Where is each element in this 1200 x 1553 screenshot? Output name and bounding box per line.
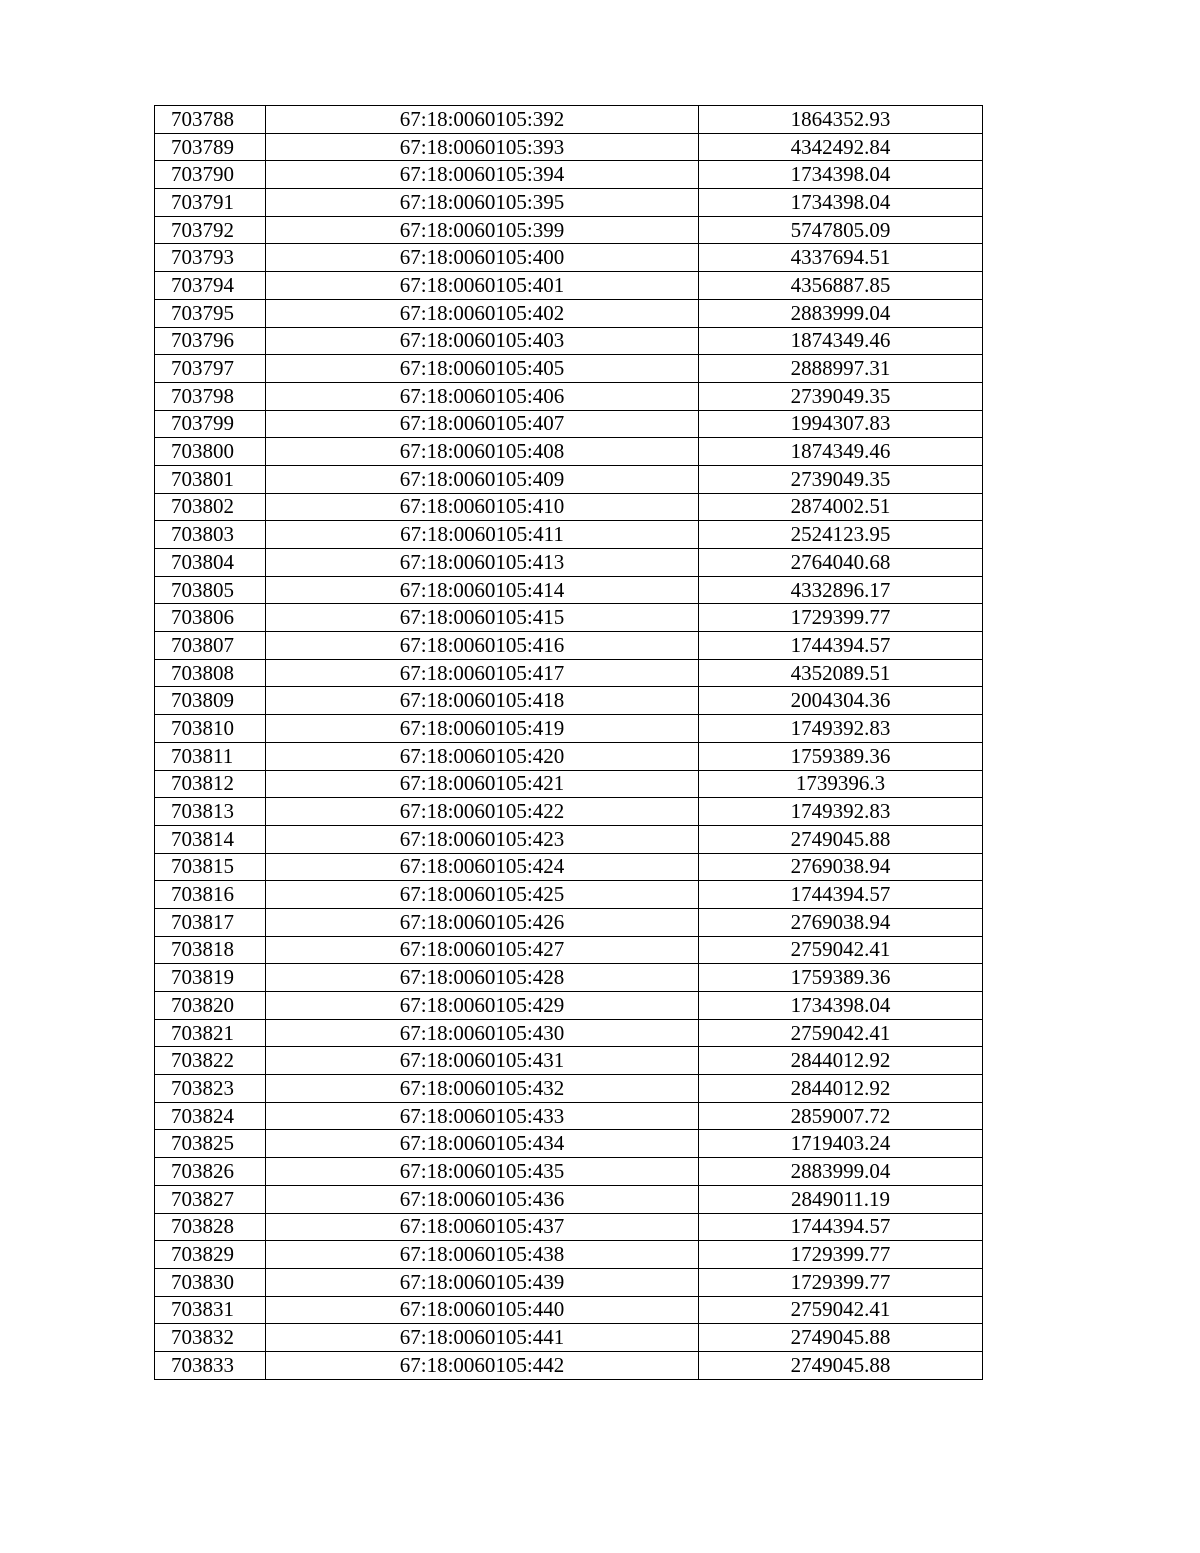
cadastral-number-cell: 67:18:0060105:418 <box>266 687 699 715</box>
row-number-cell: 703825 <box>155 1130 266 1158</box>
row-number-cell: 703794 <box>155 272 266 300</box>
cadastral-value-cell: 1749392.83 <box>699 798 983 826</box>
cadastral-number-cell: 67:18:0060105:420 <box>266 742 699 770</box>
table-row <box>155 742 983 770</box>
row-number-cell: 703797 <box>155 355 266 383</box>
cadastral-value-cell: 2004304.36 <box>699 687 983 715</box>
cadastral-value-cell: 2844012.92 <box>699 1075 983 1103</box>
cadastral-number-cell: 67:18:0060105:432 <box>266 1075 699 1103</box>
table-row <box>155 161 983 189</box>
cadastral-number-cell: 67:18:0060105:434 <box>266 1130 699 1158</box>
cadastral-value-cell: 4356887.85 <box>699 272 983 300</box>
table-row <box>155 853 983 881</box>
cadastral-number-cell: 67:18:0060105:413 <box>266 549 699 577</box>
row-number-cell: 703788 <box>155 106 266 134</box>
row-number-cell: 703804 <box>155 549 266 577</box>
row-number-cell: 703827 <box>155 1185 266 1213</box>
table-row <box>155 1130 983 1158</box>
cadastral-value-cell: 2849011.19 <box>699 1185 983 1213</box>
table-row <box>155 327 983 355</box>
table-row <box>155 908 983 936</box>
cadastral-number-cell: 67:18:0060105:395 <box>266 189 699 217</box>
cadastral-number-cell: 67:18:0060105:421 <box>266 770 699 798</box>
row-number-cell: 703813 <box>155 798 266 826</box>
row-number-cell: 703790 <box>155 161 266 189</box>
cadastral-number-cell: 67:18:0060105:441 <box>266 1324 699 1352</box>
cadastral-number-cell: 67:18:0060105:408 <box>266 438 699 466</box>
table-row <box>155 770 983 798</box>
cadastral-number-cell: 67:18:0060105:433 <box>266 1102 699 1130</box>
cadastral-number-cell: 67:18:0060105:415 <box>266 604 699 632</box>
row-number-cell: 703809 <box>155 687 266 715</box>
table-row <box>155 272 983 300</box>
cadastral-value-cell: 2844012.92 <box>699 1047 983 1075</box>
cadastral-value-cell: 1739396.3 <box>699 770 983 798</box>
table-row <box>155 216 983 244</box>
cadastral-value-cell: 1744394.57 <box>699 1213 983 1241</box>
cadastral-number-cell: 67:18:0060105:392 <box>266 106 699 134</box>
cadastral-value-table <box>154 105 983 1380</box>
row-number-cell: 703829 <box>155 1241 266 1269</box>
cadastral-number-cell: 67:18:0060105:439 <box>266 1268 699 1296</box>
cadastral-value-cell: 4332896.17 <box>699 576 983 604</box>
row-number-cell: 703802 <box>155 493 266 521</box>
row-number-cell: 703789 <box>155 133 266 161</box>
cadastral-value-cell: 2883999.04 <box>699 1158 983 1186</box>
cadastral-number-cell: 67:18:0060105:435 <box>266 1158 699 1186</box>
table-row <box>155 521 983 549</box>
table-row <box>155 1185 983 1213</box>
cadastral-number-cell: 67:18:0060105:436 <box>266 1185 699 1213</box>
cadastral-value-cell: 2749045.88 <box>699 825 983 853</box>
table-row <box>155 410 983 438</box>
cadastral-value-cell: 2759042.41 <box>699 1296 983 1324</box>
table-row <box>155 936 983 964</box>
table-row <box>155 1351 983 1379</box>
table-row <box>155 1102 983 1130</box>
row-number-cell: 703824 <box>155 1102 266 1130</box>
cadastral-value-cell: 1729399.77 <box>699 604 983 632</box>
cadastral-value-cell: 2764040.68 <box>699 549 983 577</box>
table-body <box>155 106 983 1380</box>
row-number-cell: 703792 <box>155 216 266 244</box>
row-number-cell: 703791 <box>155 189 266 217</box>
cadastral-number-cell: 67:18:0060105:438 <box>266 1241 699 1269</box>
cadastral-value-cell: 1734398.04 <box>699 161 983 189</box>
table-row <box>155 1213 983 1241</box>
cadastral-number-cell: 67:18:0060105:410 <box>266 493 699 521</box>
cadastral-number-cell: 67:18:0060105:440 <box>266 1296 699 1324</box>
table-row <box>155 133 983 161</box>
cadastral-value-cell: 2739049.35 <box>699 382 983 410</box>
row-number-cell: 703823 <box>155 1075 266 1103</box>
cadastral-number-cell: 67:18:0060105:393 <box>266 133 699 161</box>
row-number-cell: 703831 <box>155 1296 266 1324</box>
table-row <box>155 687 983 715</box>
cadastral-value-cell: 1994307.83 <box>699 410 983 438</box>
cadastral-number-cell: 67:18:0060105:402 <box>266 299 699 327</box>
row-number-cell: 703812 <box>155 770 266 798</box>
row-number-cell: 703826 <box>155 1158 266 1186</box>
cadastral-number-cell: 67:18:0060105:401 <box>266 272 699 300</box>
row-number-cell: 703830 <box>155 1268 266 1296</box>
cadastral-value-cell: 2859007.72 <box>699 1102 983 1130</box>
row-number-cell: 703820 <box>155 992 266 1020</box>
row-number-cell: 703803 <box>155 521 266 549</box>
row-number-cell: 703799 <box>155 410 266 438</box>
cadastral-number-cell: 67:18:0060105:442 <box>266 1351 699 1379</box>
cadastral-value-cell: 2759042.41 <box>699 1019 983 1047</box>
row-number-cell: 703810 <box>155 715 266 743</box>
row-number-cell: 703798 <box>155 382 266 410</box>
cadastral-value-cell: 2888997.31 <box>699 355 983 383</box>
table-row <box>155 992 983 1020</box>
table-row <box>155 1241 983 1269</box>
row-number-cell: 703817 <box>155 908 266 936</box>
cadastral-value-cell: 4352089.51 <box>699 659 983 687</box>
cadastral-number-cell: 67:18:0060105:425 <box>266 881 699 909</box>
row-number-cell: 703822 <box>155 1047 266 1075</box>
table-row <box>155 798 983 826</box>
row-number-cell: 703815 <box>155 853 266 881</box>
row-number-cell: 703828 <box>155 1213 266 1241</box>
table-row <box>155 189 983 217</box>
cadastral-value-cell: 1874349.46 <box>699 438 983 466</box>
table-row <box>155 299 983 327</box>
cadastral-value-cell: 1864352.93 <box>699 106 983 134</box>
table-row <box>155 549 983 577</box>
cadastral-number-cell: 67:18:0060105:428 <box>266 964 699 992</box>
table-row <box>155 244 983 272</box>
table-row <box>155 881 983 909</box>
cadastral-value-cell: 1744394.57 <box>699 632 983 660</box>
cadastral-value-cell: 4337694.51 <box>699 244 983 272</box>
row-number-cell: 703808 <box>155 659 266 687</box>
cadastral-value-cell: 1734398.04 <box>699 992 983 1020</box>
cadastral-value-cell: 2759042.41 <box>699 936 983 964</box>
cadastral-number-cell: 67:18:0060105:419 <box>266 715 699 743</box>
row-number-cell: 703806 <box>155 604 266 632</box>
table-row <box>155 825 983 853</box>
row-number-cell: 703800 <box>155 438 266 466</box>
cadastral-value-cell: 2749045.88 <box>699 1324 983 1352</box>
cadastral-number-cell: 67:18:0060105:423 <box>266 825 699 853</box>
row-number-cell: 703795 <box>155 299 266 327</box>
cadastral-number-cell: 67:18:0060105:417 <box>266 659 699 687</box>
cadastral-number-cell: 67:18:0060105:431 <box>266 1047 699 1075</box>
cadastral-value-cell: 1759389.36 <box>699 964 983 992</box>
table-row <box>155 438 983 466</box>
table-row <box>155 106 983 134</box>
table-row <box>155 493 983 521</box>
cadastral-number-cell: 67:18:0060105:399 <box>266 216 699 244</box>
cadastral-value-cell: 1729399.77 <box>699 1268 983 1296</box>
cadastral-value-cell: 1759389.36 <box>699 742 983 770</box>
table-row <box>155 1047 983 1075</box>
cadastral-number-cell: 67:18:0060105:429 <box>266 992 699 1020</box>
table-row <box>155 1268 983 1296</box>
cadastral-value-cell: 1734398.04 <box>699 189 983 217</box>
row-number-cell: 703811 <box>155 742 266 770</box>
cadastral-number-cell: 67:18:0060105:394 <box>266 161 699 189</box>
cadastral-value-cell: 2874002.51 <box>699 493 983 521</box>
cadastral-number-cell: 67:18:0060105:414 <box>266 576 699 604</box>
row-number-cell: 703807 <box>155 632 266 660</box>
row-number-cell: 703805 <box>155 576 266 604</box>
table-row <box>155 964 983 992</box>
cadastral-number-cell: 67:18:0060105:400 <box>266 244 699 272</box>
cadastral-value-cell: 1749392.83 <box>699 715 983 743</box>
cadastral-value-cell: 1874349.46 <box>699 327 983 355</box>
row-number-cell: 703796 <box>155 327 266 355</box>
cadastral-number-cell: 67:18:0060105:403 <box>266 327 699 355</box>
row-number-cell: 703819 <box>155 964 266 992</box>
cadastral-value-cell: 2524123.95 <box>699 521 983 549</box>
table-row <box>155 576 983 604</box>
table-row <box>155 1296 983 1324</box>
cadastral-number-cell: 67:18:0060105:407 <box>266 410 699 438</box>
row-number-cell: 703801 <box>155 465 266 493</box>
cadastral-value-cell: 2749045.88 <box>699 1351 983 1379</box>
table-row <box>155 715 983 743</box>
row-number-cell: 703832 <box>155 1324 266 1352</box>
cadastral-value-cell: 5747805.09 <box>699 216 983 244</box>
cadastral-number-cell: 67:18:0060105:424 <box>266 853 699 881</box>
cadastral-value-cell: 1744394.57 <box>699 881 983 909</box>
cadastral-number-cell: 67:18:0060105:409 <box>266 465 699 493</box>
table-row <box>155 355 983 383</box>
table-row <box>155 604 983 632</box>
cadastral-value-cell: 1719403.24 <box>699 1130 983 1158</box>
cadastral-number-cell: 67:18:0060105:405 <box>266 355 699 383</box>
row-number-cell: 703821 <box>155 1019 266 1047</box>
cadastral-value-cell: 2769038.94 <box>699 853 983 881</box>
cadastral-number-cell: 67:18:0060105:422 <box>266 798 699 826</box>
cadastral-number-cell: 67:18:0060105:437 <box>266 1213 699 1241</box>
table-row <box>155 632 983 660</box>
table-row <box>155 659 983 687</box>
cadastral-number-cell: 67:18:0060105:426 <box>266 908 699 936</box>
cadastral-number-cell: 67:18:0060105:411 <box>266 521 699 549</box>
table-row <box>155 1324 983 1352</box>
cadastral-number-cell: 67:18:0060105:416 <box>266 632 699 660</box>
row-number-cell: 703816 <box>155 881 266 909</box>
table-row <box>155 1019 983 1047</box>
cadastral-value-cell: 2739049.35 <box>699 465 983 493</box>
cadastral-value-cell: 2883999.04 <box>699 299 983 327</box>
table-row <box>155 382 983 410</box>
table-row <box>155 1075 983 1103</box>
table-row <box>155 1158 983 1186</box>
cadastral-value-cell: 1729399.77 <box>699 1241 983 1269</box>
cadastral-number-cell: 67:18:0060105:406 <box>266 382 699 410</box>
row-number-cell: 703814 <box>155 825 266 853</box>
cadastral-number-cell: 67:18:0060105:430 <box>266 1019 699 1047</box>
cadastral-number-cell: 67:18:0060105:427 <box>266 936 699 964</box>
cadastral-value-cell: 2769038.94 <box>699 908 983 936</box>
row-number-cell: 703793 <box>155 244 266 272</box>
cadastral-value-cell: 4342492.84 <box>699 133 983 161</box>
table-row <box>155 465 983 493</box>
row-number-cell: 703833 <box>155 1351 266 1379</box>
row-number-cell: 703818 <box>155 936 266 964</box>
